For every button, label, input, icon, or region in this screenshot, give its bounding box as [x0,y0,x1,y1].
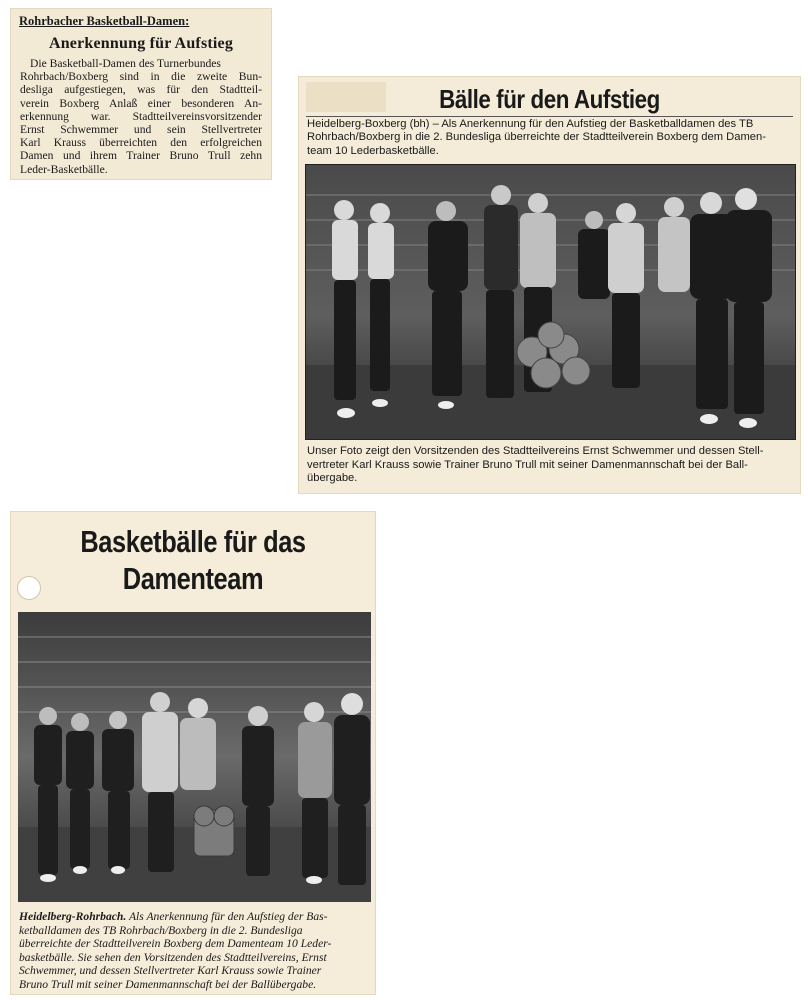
clipping3-caption-line: ketballdamen des TB Rohrbach/Boxberg in die 2. Bundesliga [19,923,303,937]
clipping-baelle-fuer-den-aufstieg [298,76,801,494]
caption-placename: Heidelberg-Rohrbach. [19,910,127,923]
clipping1-line: Leder-Basketbälle. [20,162,108,176]
clipping1-line: Rohrbach/Boxberg sind in die zweite Bun- [20,70,262,84]
team-photo [18,612,371,902]
team-photo-drawing [306,165,795,439]
clipping2-caption-line: Unser Foto zeigt den Vorsitzenden des Stadtteilvereins Ernst Schwemmer und dessen Stell- [307,445,764,457]
clipping2-headline: Bälle für den Aufstieg [439,84,660,114]
clipping-basketbaelle-fuer-das-damenteam [10,511,376,995]
clipping3-caption-line [19,910,367,924]
clipping3-caption-line: basketbälle. Sie sehen den Vorsitzenden des Stadtteilvereins, Ernst [19,950,327,964]
clipping3-caption [19,910,367,992]
clipping2-lead [307,118,792,158]
clipping3-caption-line: Schwemmer, und dessen Stellvertreter Karl Krauss sowie Trainer [19,964,322,978]
clipping3-caption-line: überreichte der Stadtteilverein Boxberg dem Damenteam 10 Leder- [19,937,332,951]
clipping3-caption-line: Bruno Trull mit seiner Damenmannschaft bei der Ballübergabe. [19,977,317,991]
clipping1-line: erkennung war. Stadtteilvereinsvorsitzender [20,109,262,123]
clipping2-caption-line: vertreter Karl Krauss sowie Trainer Bruno Trull mit seiner Damenmannschaft bei der Ball- [307,458,748,471]
clipping1-line: Karl Krauss überreichten den erfolgreichen [20,136,262,150]
clipping1-line: desliga aufgestiegen, was für den Stadtteil- [20,83,262,97]
clipping2-caption [307,445,792,486]
clipping1-body [20,57,262,176]
headline-rule [306,116,793,117]
clipping2-lead-line: team 10 Lederbasketbälle. [307,144,439,157]
clipping2-caption-line: übergabe. [307,472,358,485]
team-photo-drawing [18,612,371,902]
clipping3-headline [43,523,343,597]
team-photo [305,164,796,440]
clipping3-headline-line: Basketbälle für das [80,524,306,559]
clipping1-line: Ernst Schwemmer und sein Stellvertreter [20,123,262,137]
clipping2-lead-line: Heidelberg-Boxberg (bh) – Als Anerkennung für den Aufstieg der Basketballdamen des TB [307,118,754,130]
clipping1-headline: Anerkennung für Aufstieg [48,35,234,52]
clipping1-kicker: Rohrbacher Basketball-Damen: [19,14,190,28]
clipping3-headline-line: Damenteam [122,561,264,596]
clipping2-lead-line: Rohrbach/Boxberg in die 2. Bundesliga überreichte der Stadtteilverein Boxberg dem Damen- [307,131,766,144]
punch-hole [17,576,41,600]
clipping-rohrbacher-basketball [10,8,272,180]
clipping1-line: verein Boxberg Anlaß einer besonderen An- [20,96,262,110]
clipping1-line: Die Basketball-Damen des Turnerbundes [30,57,221,70]
clipping1-line: Damen und ihrem Trainer Bruno Trull zehn [20,149,262,163]
caption-first-line-rest: Als Anerkennung für den Aufstieg der Bas- [126,910,328,923]
